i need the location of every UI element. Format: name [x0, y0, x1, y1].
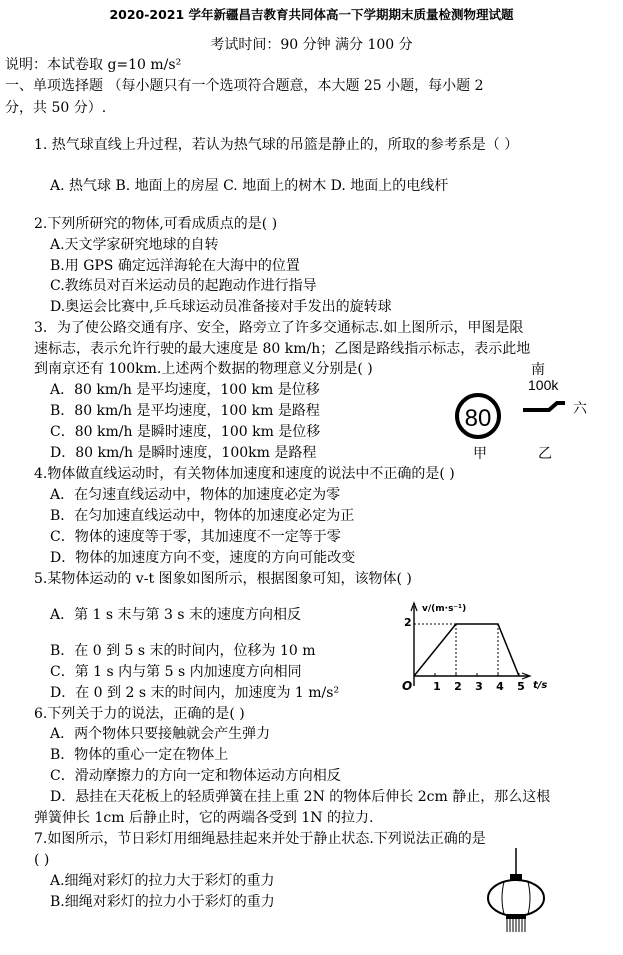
lantern-figure [480, 848, 560, 948]
graph-xtick-2: 2 [454, 680, 462, 693]
q4-option-a: A．在匀速直线运动中，物体的加速度必定为零 [50, 487, 341, 503]
section-heading-cont: 分，共 50 分）. [5, 100, 107, 116]
graph-xtick-5: 5 [517, 680, 525, 693]
q2-option-d: D.奥运会比赛中,乒乓球运动员准备接对手发出的旋转球 [50, 299, 392, 315]
q3-option-c: C．80 km/h 是瞬时速度，100 km 是位移 [50, 424, 321, 440]
q2-option-a: A.天文学家研究地球的自转 [50, 237, 219, 253]
graph-xtick-3: 3 [475, 680, 483, 693]
label-yi: 乙 [538, 447, 552, 462]
q2-option-b: B.用 GPS 确定远洋海轮在大海中的位置 [50, 258, 300, 274]
graph-ylabel: v/(m·s⁻¹) [422, 604, 467, 614]
q5-option-c: C．第 1 s 内与第 5 s 内加速度方向相同 [50, 664, 302, 680]
q1-stem: 1. 热气球直线上升过程，若认为热气球的吊篮是静止的，所取的参考系是（ ） [34, 137, 519, 153]
lantern-icon [488, 880, 544, 916]
section-heading: 一、单项选择题 （每小题只有一个选项符合题意，本大题 25 小题，每小题 2 [5, 78, 484, 94]
lantern-tassel-icon [507, 919, 525, 932]
graph-ytick-2: 2 [404, 616, 412, 629]
sign-south: 南 [531, 363, 545, 378]
exam-info: 考试时间：90 分钟 满分 100 分 [210, 37, 413, 53]
q6-option-d-1: D．悬挂在天花板上的轻质弹簧在挂上重 2N 的物体后伸长 2cm 静止，那么这根 [50, 789, 551, 805]
lantern-base [506, 914, 526, 919]
note: 说明：本试卷取 g=10 m/s² [5, 57, 182, 73]
sign-liu: 六 [573, 402, 587, 417]
paper-title: 2020-2021 学年新疆昌吉教育共同体高一下学期期末质量检测物理试题 [109, 7, 514, 22]
vt-series-line [414, 624, 519, 676]
q3-stem-2: 速标志，表示允许行驶的最大速度是 80 km/h；乙图是路线指示标志，表示此地 [34, 341, 531, 357]
label-jia: 甲 [473, 447, 487, 462]
q3-stem-1: 3．为了使公路交通有序、安全，路旁立了许多交通标志.如上图所示，甲图是限 [34, 320, 524, 336]
q6-option-c: C．滑动摩擦力的方向一定和物体运动方向相反 [50, 768, 341, 784]
q7-stem-2: ( ) [34, 852, 50, 868]
q7-stem-1: 7.如图所示，节日彩灯用细绳悬挂起来并处于静止状态.下列说法正确的是 [34, 831, 486, 847]
q3-option-d: D．80 km/h 是瞬时速度，100km 是路程 [50, 445, 317, 461]
q6-option-d-2: 弹簧伸长 1cm 后静止时，它的两端各受到 1N 的拉力. [34, 810, 374, 826]
q1-options: A. 热气球 B. 地面上的房屋 C. 地面上的树木 D. 地面上的电线杆 [50, 178, 449, 194]
graph-xtick-1: 1 [433, 680, 441, 693]
q3-option-b: B．80 km/h 是平均速度，100 km 是路程 [50, 403, 320, 419]
q3-stem-3: 到南京还有 100km.上述两个数据的物理意义分别是( ) [34, 361, 373, 377]
q3-option-a: A．80 km/h 是平均速度，100 km 是位移 [50, 382, 320, 398]
q7-option-b: B.细绳对彩灯的拉力小于彩灯的重力 [50, 894, 275, 910]
vt-graph [400, 598, 555, 698]
sign-distance: 100k [528, 377, 559, 393]
q5-option-d: D．在 0 到 2 s 末的时间内，加速度为 1 m/s² [50, 685, 340, 701]
q5-option-b: B．在 0 到 5 s 末的时间内，位移为 10 m [50, 643, 316, 659]
q5-option-a: A．第 1 s 末与第 3 s 末的速度方向相反 [50, 607, 301, 623]
speed-limit-value: 80 [464, 405, 492, 432]
graph-xtick-4: 4 [496, 680, 504, 693]
q4-option-b: B．在匀加速直线运动中，物体的加速度必定为正 [50, 508, 355, 524]
q4-option-d: D．物体的加速度方向不变，速度的方向可能改变 [50, 550, 356, 566]
q6-stem: 6.下列关于力的说法，正确的是( ) [34, 706, 245, 722]
q2-stem: 2.下列所研究的物体,可看成质点的是( ) [34, 216, 278, 232]
graph-xlabel: t/s [533, 680, 548, 691]
direction-arrow-icon [523, 403, 565, 410]
q4-stem: 4.物体做直线运动时，有关物体加速度和速度的说法中不正确的是( ) [34, 466, 455, 482]
traffic-signs-figure [445, 360, 605, 465]
graph-origin: O [402, 679, 413, 693]
q6-option-b: B．物体的重心一定在物体上 [50, 747, 229, 763]
q6-option-a: A．两个物体只要接触就会产生弹力 [50, 726, 271, 742]
q7-option-a: A.细绳对彩灯的拉力大于彩灯的重力 [50, 873, 275, 889]
q2-option-c: C.教练员对百米运动员的起跑动作进行指导 [50, 278, 317, 294]
q4-option-c: C．物体的速度等于零，其加速度不一定等于零 [50, 529, 341, 545]
q5-stem: 5.某物体运动的 v-t 图象如图所示，根据图象可知，该物体( ) [34, 571, 412, 587]
